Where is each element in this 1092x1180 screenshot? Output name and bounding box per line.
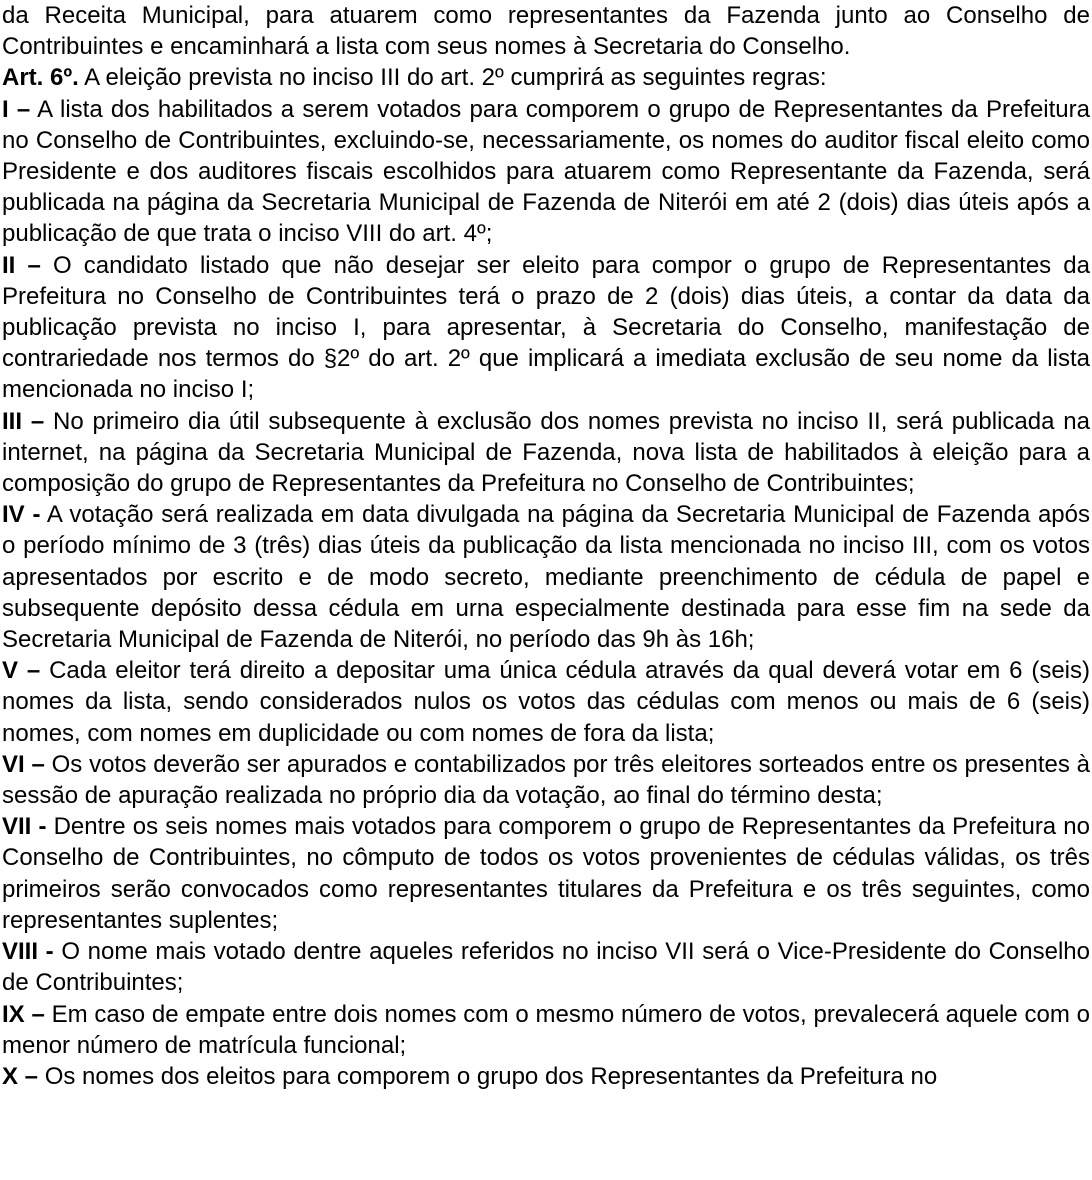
paragraph-inciso-vi — [2, 749, 1090, 811]
inciso-label: V – — [2, 657, 41, 685]
paragraph-inciso-vii — [2, 811, 1090, 936]
paragraph-inciso-i — [2, 94, 1090, 250]
inciso-label: II – — [2, 251, 41, 279]
paragraph-article-6 — [2, 62, 1090, 93]
paragraph-inciso-iii — [2, 406, 1090, 500]
paragraph-text: O nome mais votado dentre aqueles referidos no inciso VII será o Vice-Presidente do Conselho de Contribuintes; — [2, 938, 1091, 997]
paragraph-text: Em caso de empate entre dois nomes com o mesmo número de votos, prevalecerá aquele com o menor número de matrícula funcional; — [2, 1000, 1090, 1059]
paragraph-inciso-v — [2, 655, 1090, 749]
paragraph-text: A votação será realizada em data divulgada na página da Secretaria Municipal de Fazenda após o período mínimo de 3 (três) dias úteis da publicação da lista mencionada no inciso III, com os votos apresentados por escrito e de modo secreto, mediante preenchimento de cédula de papel e subsequente depósito dessa cédula em urna especialmente destinada para esse fim na sede da Secretaria Municipal de Fazenda de Niterói, no período das 9h às 16h; — [2, 501, 1090, 654]
paragraph-inciso-x — [2, 1061, 1090, 1092]
inciso-label: IX – — [2, 1000, 45, 1028]
inciso-label: X – — [2, 1062, 39, 1090]
inciso-label: VIII - — [2, 938, 54, 966]
paragraph-text: Os nomes dos eleitos para comporem o grupo dos Representantes da Prefeitura no — [38, 1062, 938, 1090]
inciso-label: III – — [2, 407, 45, 435]
paragraph-inciso-ii — [2, 250, 1090, 406]
paragraph-text: Os votos deverão ser apurados e contabilizados por três eleitores sorteados entre os presentes à sessão de apuração realizada no próprio dia da votação, ao final do término desta; — [2, 750, 1090, 810]
inciso-label: IV - — [2, 501, 41, 529]
paragraph-text: A lista dos habilitados a serem votados para comporem o grupo de Representantes da Prefeitura no Conselho de Contribuintes, excluindo-se, necessariamente, os nomes do auditor fiscal eleito como Presidente e dos auditores fiscais escolhidos para atuarem como Representante da Fazenda, será publicada na página da Secretaria Municipal de Fazenda de Niterói em até 2 (dois) dias úteis após a publicação de que trata o inciso VIII do art. 4º; — [2, 95, 1090, 248]
paragraph-inciso-ix — [2, 999, 1090, 1061]
paragraph-continuation — [2, 0, 1090, 62]
paragraph-text: O candidato listado que não desejar ser eleito para compor o grupo de Representantes da Prefeitura no Conselho de Contribuintes terá o prazo de 2 (dois) dias úteis, a contar da data da publicação prevista no inciso I, para apresentar, à Secretaria do Conselho, manifestação de contrariedade nos termos do §2º do art. 2º que implicará a imediata exclusão de seu nome da lista mencionada no inciso I; — [2, 251, 1090, 404]
paragraph-inciso-viii — [2, 936, 1090, 998]
inciso-label: I – — [2, 95, 31, 123]
paragraph-text: No primeiro dia útil subsequente à exclusão dos nomes prevista no inciso II, será publicada na internet, na página da Secretaria Municipal de Fazenda, nova lista de habilitados à eleição para a composição do grupo de Representantes da Prefeitura no Conselho de Contribuintes; — [2, 407, 1090, 498]
paragraph-text: Dentre os seis nomes mais votados para comporem o grupo de Representantes da Prefeitura no Conselho de Contribuintes, no cômputo de todos os votos provenientes de cédulas válidas, os três primeiros serão convocados como representantes titulares da Prefeitura e os três seguintes, como representantes suplentes; — [2, 813, 1090, 934]
paragraph-text: A eleição prevista no inciso III do art. 2º cumprirá as seguintes regras: — [78, 64, 827, 92]
inciso-label: VI – — [2, 750, 45, 778]
paragraph-text: Cada eleitor terá direito a depositar uma única cédula através da qual deverá votar em 6 (seis) nomes da lista, sendo considerados nulos os votos das cédulas com menos ou mais de 6 (seis) nomes, com nomes em duplicidade ou com nomes de fora da lista; — [2, 657, 1090, 747]
article-label: Art. 6º. — [2, 64, 79, 92]
inciso-label: VII - — [2, 813, 47, 841]
paragraph-inciso-iv — [2, 499, 1090, 655]
paragraph-text: da Receita Municipal, para atuarem como representantes da Fazenda junto ao Conselho de Contribuintes e encaminhará a lista com seus nomes à Secretaria do Conselho. — [2, 2, 1090, 61]
